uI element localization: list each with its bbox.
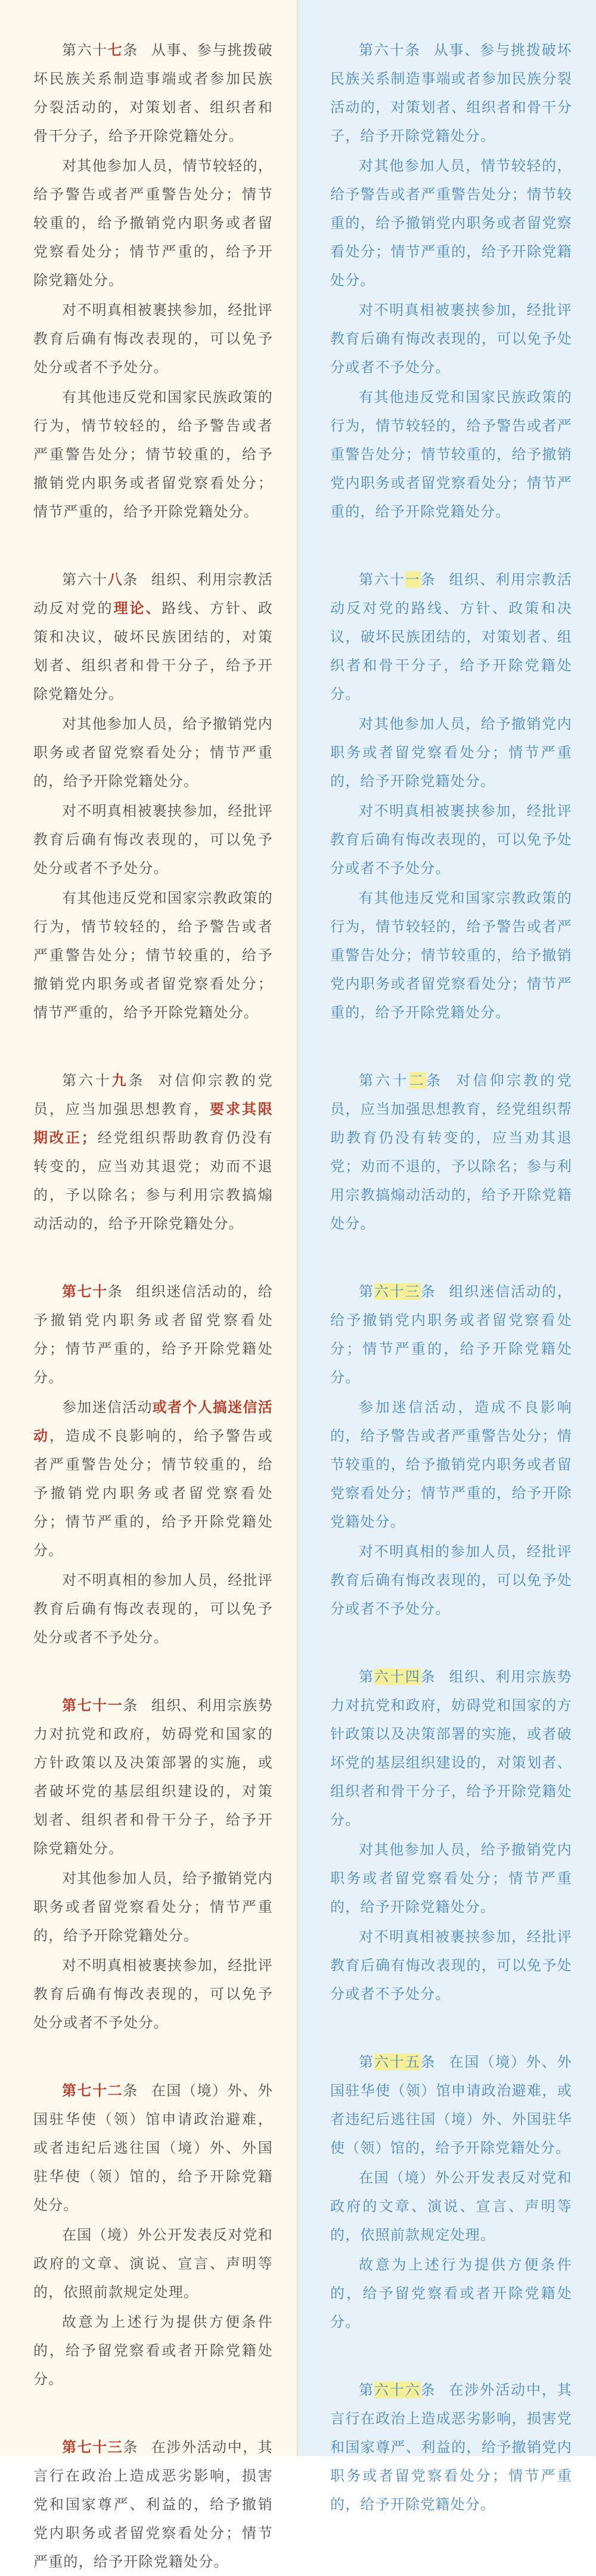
article-paragraph: 有其他违反党和国家宗教政策的行为，情节较轻的，给予警告或者严重警告处分；情节较重的，给予撤销党内职务或者留党察看处分；情节严重的，给予开除党籍处分。 [33, 890, 273, 1021]
article-number: 第七十二条 [62, 2082, 138, 2099]
article-paragraph: 第六十九条 对信仰宗教的党员，应当加强思想教育，要求其限期改正；经党组织帮助教育仍没有转变的，应当劝其退党；劝而不退的，予以除名；参与利用宗教搞煽动活动的，给予开除党籍处分。 [33, 1072, 273, 1232]
article-number: 第六十五条 [359, 2054, 436, 2070]
article-72 [33, 2076, 273, 2394]
article-number: 第六十六条 [359, 2382, 436, 2398]
article-paragraph: 第六十五条 在国（境）外、外国驻华使（领）馆申请政治避难，或者违纪后逃往国（境）外、外国驻华使（领）馆的，给予开除党籍处分。 [330, 2054, 573, 2156]
article-paragraph: 对不明真相的参加人员，经批评教育后确有悔改表现的，可以免予处分或者不予处分。 [330, 1543, 572, 1617]
changed-number: 八 [107, 571, 123, 588]
article-64 [330, 1662, 572, 2008]
article-paragraph: 对其他参加人员，给予撤销党内职务或者留党察看处分；情节严重的，给予开除党籍处分。 [330, 1841, 572, 1915]
changed-number: 第七十二 [62, 2082, 123, 2099]
article-paragraph: 第六十三条 组织迷信活动的，给予撤销党内职务或者留党察看处分；情节严重的，给予开除党籍处分。 [330, 1283, 573, 1386]
article-paragraph: 第六十二条 对信仰宗教的党员，应当加强思想教育，经党组织帮助教育仍没有转变的，应当劝其退党；劝而不退的，予以除名；参与利用宗教搞煽动活动的，给予开除党籍处分。 [330, 1072, 573, 1232]
article-67 [33, 36, 273, 526]
article-number: 第六十八条 [62, 571, 138, 588]
article-number: 第六十四条 [359, 1668, 436, 1685]
article-63 [330, 1277, 572, 1623]
article-paragraph: 对不明真相被裹挟参加，经批评教育后确有悔改表现的，可以免予处分或者不予处分。 [33, 1957, 273, 2031]
article-paragraph: 对不明真相被裹挟参加，经批评教育后确有悔改表现的，可以免予处分或者不予处分。 [330, 803, 572, 877]
article-paragraph: 对其他参加人员，给予撤销党内职务或者留党察看处分；情节严重的，给予开除党籍处分。 [33, 716, 273, 789]
article-70 [33, 1277, 273, 1652]
changed-number: 七 [107, 42, 123, 58]
added-text: 或者个人搞迷信活动 [33, 1399, 273, 1444]
article-paragraph: 对不明真相被裹挟参加，经批评教育后确有悔改表现的，可以免予处分或者不予处分。 [33, 803, 273, 877]
article-paragraph: 第七十条 组织迷信活动的，给予撤销党内职务或者留党察看处分；情节严重的，给予开除党籍处分。 [33, 1283, 273, 1386]
changed-number: 第七十 [62, 1283, 108, 1300]
changed-number: 二 [409, 1072, 427, 1089]
article-paragraph: 参加迷信活动或者个人搞迷信活动，造成不良影响的，给予警告或者严重警告处分；情节较重的，给予撤销党内职务或者留党察看处分；情节严重的，给予开除党籍处分。 [33, 1399, 273, 1559]
changed-number: 一 [405, 571, 421, 588]
article-66 [330, 2376, 572, 2519]
article-number: 第六十二条 [359, 1072, 443, 1089]
right-column-original [298, 0, 596, 2513]
article-71 [33, 1691, 273, 2037]
article-number: 第七十条 [62, 1283, 123, 1300]
article-paragraph: 对其他参加人员，情节较轻的，给予警告或者严重警告处分；情节较重的，给予撤销党内职务或者留党察看处分；情节严重的，给予开除党籍处分。 [330, 157, 572, 289]
added-text: 要求其限期改正； [33, 1101, 273, 1146]
article-60 [330, 36, 572, 526]
article-paragraph: 在国（境）外公开发表反对党和政府的文章、演说、宣言、声明等的，依照前款规定处理。 [33, 2227, 273, 2301]
changed-number: 六十三 [374, 1283, 421, 1300]
article-73 [33, 2433, 273, 2576]
article-number: 第六十条 [359, 42, 421, 58]
article-number: 第七十三条 [62, 2439, 138, 2456]
article-paragraph: 第七十二条 在国（境）外、外国驻华使（领）馆申请政治避难，或者违纪后逃往国（境）外、外国驻华使（领）馆的，给予开除党籍处分。 [33, 2082, 273, 2213]
article-paragraph: 在国（境）外公开发表反对党和政府的文章、演说、宣言、声明等的，依照前款规定处理。 [330, 2169, 572, 2243]
article-number: 第七十一条 [62, 1697, 138, 1714]
article-paragraph: 第六十一条 组织、利用宗教活动反对党的路线、方针、政策和决议，破坏民族团结的，对策划者、组织者和骨干分子，给予开除党籍处分。 [330, 571, 573, 702]
article-paragraph: 第六十八条 组织、利用宗教活动反对党的理论、路线、方针、政策和决议，破坏民族团结的，对策划者、组织者和骨干分子，给予开除党籍处分。 [33, 571, 274, 702]
article-paragraph: 故意为上述行为提供方便条件的，给予留党察看或者开除党籍处分。 [330, 2256, 572, 2330]
article-paragraph: 有其他违反党和国家民族政策的行为，情节较轻的，给予警告或者严重警告处分；情节较重的，给予撤销党内职务或者留党察看处分；情节严重的，给予开除党籍处分。 [330, 389, 572, 520]
article-paragraph: 有其他违反党和国家民族政策的行为，情节较轻的，给予警告或者严重警告处分；情节较重的，给予撤销党内职务或者留党察看处分；情节严重的，给予开除党籍处分。 [33, 389, 273, 520]
changed-number: 六十五 [374, 2054, 421, 2070]
article-paragraph: 有其他违反党和国家宗教政策的行为，情节较轻的，给予警告或者严重警告处分；情节较重的，给予撤销党内职务或者留党察看处分；情节严重的，给予开除党籍处分。 [330, 890, 572, 1021]
article-69 [33, 1066, 273, 1238]
article-paragraph: 对其他参加人员，给予撤销党内职务或者留党察看处分；情节严重的，给予开除党籍处分。 [330, 716, 572, 789]
article-paragraph: 对其他参加人员，情节较轻的，给予警告或者严重警告处分；情节较重的，给予撤销党内职务或者留党察看处分；情节严重的，给予开除党籍处分。 [33, 157, 273, 289]
article-paragraph: 对不明真相被裹挟参加，经批评教育后确有悔改表现的，可以免予处分或者不予处分。 [330, 302, 572, 376]
article-paragraph: 对不明真相被裹挟参加，经批评教育后确有悔改表现的，可以免予处分或者不予处分。 [33, 302, 273, 376]
article-paragraph: 对其他参加人员，给予撤销党内职务或者留党察看处分；情节严重的，给予开除党籍处分。 [33, 1870, 273, 1944]
article-paragraph: 第七十三条 在涉外活动中，其言行在政治上造成恶劣影响，损害党和国家尊严、利益的，给予撤销党内职务或者留党察看处分；情节严重的，给予开除党籍处分。 [33, 2439, 273, 2570]
changed-number: 第七十三 [62, 2439, 123, 2456]
left-column-revised [0, 0, 298, 2570]
article-paragraph: 第七十一条 组织、利用宗族势力对抗党和政府，妨碍党和国家的方针政策以及决策部署的实施，或者破坏党的基层组织建设的，对策划者、组织者和骨干分子，给予开除党籍处分。 [33, 1697, 273, 1857]
article-paragraph: 第六十七条 从事、参与挑拨破坏民族关系制造事端或者参加民族分裂活动的，对策划者、组织者和骨干分子，给予开除党籍处分。 [33, 42, 274, 144]
article-paragraph: 第六十六条 在涉外活动中，其言行在政治上造成恶劣影响，损害党和国家尊严、利益的，给予撤销党内职务或者留党察看处分；情节严重的，给予开除党籍处分。 [330, 2382, 573, 2513]
article-paragraph: 故意为上述行为提供方便条件的，给予留党察看或者开除党籍处分。 [33, 2314, 273, 2388]
article-paragraph: 对不明真相的参加人员，经批评教育后确有悔改表现的，可以免予处分或者不予处分。 [33, 1572, 273, 1646]
article-number: 第六十三条 [359, 1283, 436, 1300]
article-65 [330, 2048, 572, 2336]
changed-number: 六十六 [374, 2382, 421, 2398]
article-62 [330, 1066, 572, 1238]
article-paragraph: 对不明真相被裹挟参加，经批评教育后确有悔改表现的，可以免予处分或者不予处分。 [330, 1928, 572, 2002]
article-number: 第六十七条 [62, 42, 138, 58]
article-paragraph: 第六十条 从事、参与挑拨破坏民族关系制造事端或者参加民族分裂活动的，对策划者、组织者和骨干分子，给予开除党籍处分。 [330, 42, 572, 144]
article-paragraph: 第六十四条 组织、利用宗族势力对抗党和政府，妨碍党和国家的方针政策以及决策部署的实施，或者破坏党的基层组织建设的，对策划者、组织者和骨干分子，给予开除党籍处分。 [330, 1668, 573, 1828]
changed-number: 六十四 [374, 1668, 421, 1685]
article-68 [33, 565, 273, 1027]
article-number: 第六十九条 [62, 1072, 145, 1089]
changed-number: 九 [111, 1072, 129, 1089]
changed-number: 第七十一 [62, 1697, 123, 1714]
article-paragraph: 参加迷信活动，造成不良影响的，给予警告或者严重警告处分；情节较重的，给予撤销党内职务或者留党察看处分；情节严重的，给予开除党籍处分。 [330, 1399, 572, 1530]
article-number: 第六十一条 [359, 571, 436, 588]
added-text: 理论、 [113, 600, 162, 617]
article-61 [330, 565, 572, 1027]
